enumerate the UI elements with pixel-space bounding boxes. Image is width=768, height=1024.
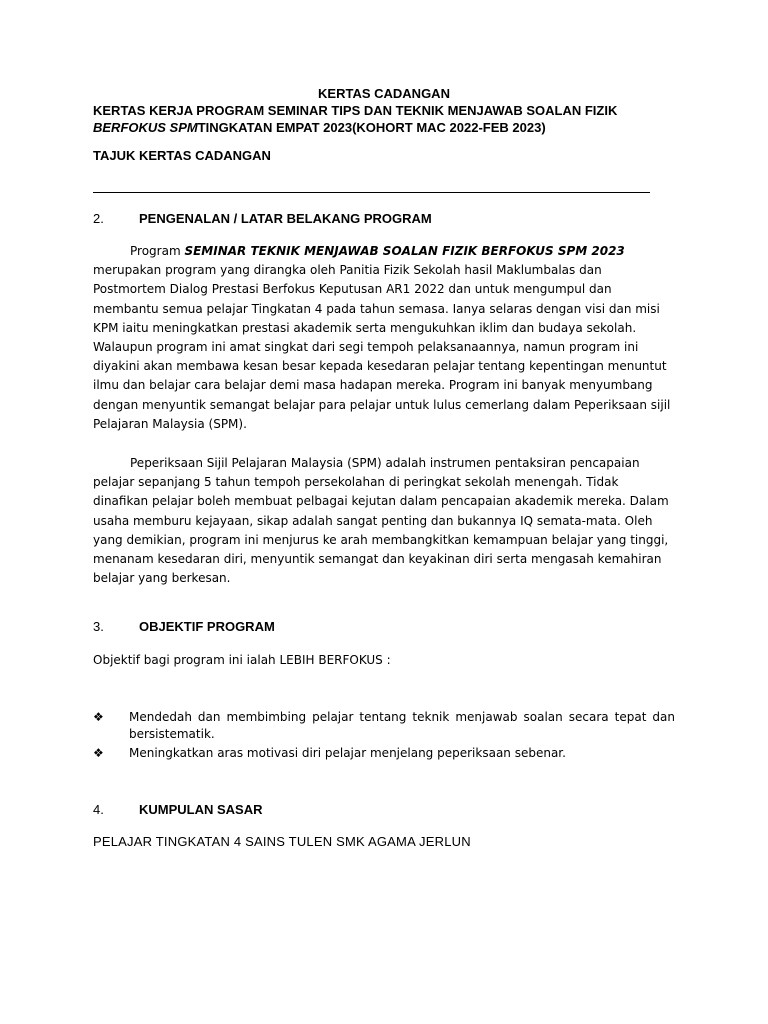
objective-text: Meningkatkan aras motivasi diri pelajar menjelang peperiksaan sebenar. — [129, 746, 566, 760]
section-3-title: OBJEKTIF PROGRAM — [139, 619, 275, 634]
diamond-bullet-icon: ❖ — [93, 746, 104, 760]
subtitle-rest: TINGKATAN EMPAT 2023(KOHORT MAC 2022-FEB 2023) — [197, 120, 546, 135]
document-title: KERTAS CADANGAN — [318, 86, 450, 101]
target-group: PELAJAR TINGKATAN 4 SAINS TULEN SMK AGAMA JERLUN — [93, 834, 471, 849]
section-4-heading — [93, 802, 263, 818]
section-2-paragraph-2 — [93, 454, 673, 588]
para1-prefix: Program — [130, 244, 185, 258]
section-4-title: KUMPULAN SASAR — [139, 802, 263, 817]
diamond-bullet-icon: ❖ — [93, 710, 104, 724]
section-2-title: PENGENALAN / LATAR BELAKANG PROGRAM — [139, 211, 432, 226]
section-4-number: 4. — [93, 802, 104, 817]
objectives-lead: Objektif bagi program ini ialah LEBIH BERFOKUS : — [93, 653, 391, 667]
section-3-heading — [93, 619, 275, 635]
subtitle-line-1: KERTAS KERJA PROGRAM SEMINAR TIPS DAN TEKNIK MENJAWAB SOALAN FIZIK — [93, 103, 618, 118]
para1-rest: merupakan program yang dirangka oleh Panitia Fizik Sekolah hasil Maklumbalas dan Postmortem Dialog Prestasi Berfokus Keputusan AR1 2022 dan untuk mengumpul dan membantu semua pelajar Tingkatan 4 pada tahun semasa. Ianya selaras dengan visi dan misi KPM iaitu meningkatkan prestasi akademik serta mengukuhkan iklim dan budaya sekolah. Walaupun program ini amat singkat dari segi tempoh pelaksanaannya, namun program ini diyakini akan membawa kesan besar kepada kesedaran pelajar tentang kepentingan menuntut ilmu dan belajar cara belajar demi masa hadapan mereka. Program ini banyak menyumbang dengan menyuntik semangat belajar para pelajar untuk lulus cemerlang dalam Peperiksaan sijil Pelajaran Malaysia (SPM). — [93, 263, 671, 431]
program-name: SEMINAR TEKNIK MENJAWAB SOALAN FIZIK BERFOKUS SPM 2023 — [184, 244, 625, 258]
section-2-number: 2. — [93, 211, 104, 226]
section-2-paragraph-1 — [93, 242, 673, 434]
objective-text: Mendedah dan membimbing pelajar tentang teknik menjawab soalan secara tepat dan bersistematik. — [129, 710, 675, 741]
subtitle-italic: BERFOKUS SPM — [93, 120, 198, 135]
section-3-number: 3. — [93, 619, 104, 634]
proposal-title-label: TAJUK KERTAS CADANGAN — [93, 148, 271, 163]
document-subtitle — [93, 102, 713, 136]
objectives-list — [93, 709, 675, 764]
subtitle-line-2 — [93, 119, 713, 136]
para2-text: Peperiksaan Sijil Pelajaran Malaysia (SPM) adalah instrumen pentaksiran pencapaian pelajar sepanjang 5 tahun tempoh persekolahan di peringkat sekolah menengah. Tidak dinafikan pelajar boleh membuat pelbagai kejutan dalam pencapaian akademik mereka. Dalam usaha memburu kejayaan, sikap adalah sangat penting dan bukannya IQ semata-mata. Oleh yang demikian, program ini menjurus ke arah membangkitkan kemampuan belajar yang tinggi, menanam kesedaran diri, menyuntik semangat dan keyakinan diri serta mengasah kemahiran belajar yang berkesan. — [93, 456, 669, 586]
list-item — [93, 709, 675, 743]
list-item — [93, 745, 675, 762]
section-2-heading — [93, 211, 432, 227]
title-underline — [93, 192, 650, 193]
